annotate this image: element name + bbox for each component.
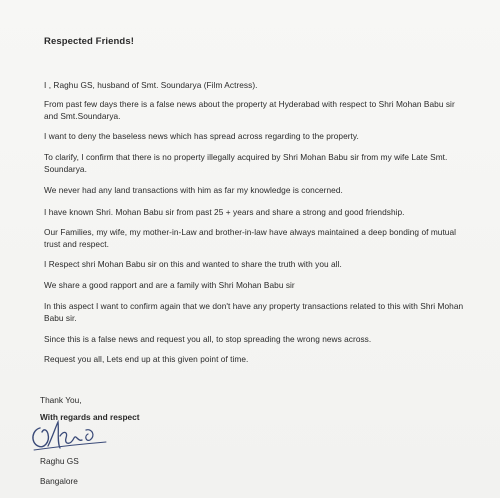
paragraph-friendship: I have known Shri. Mohan Babu sir from past 25 + years and share a strong and good friendship.	[44, 207, 405, 217]
paragraph-no-transactions: We never had any land transactions with him as far my knowledge is concerned.	[44, 185, 343, 195]
paragraph-families: Our Families, my wife, my mother-in-Law and brother-in-law have always maintained a deep bonding of mutual trust and respect.	[44, 227, 457, 249]
paragraph-deny: I want to deny the baseless news which has spread across regarding to the property.	[44, 131, 359, 141]
paragraph-false-news: From past few days there is a false news about the property at Hyderabad with respect to Shri Mohan Babu sir and Smt.Soundarya.	[44, 99, 455, 121]
closing-thanks: Thank You,	[40, 395, 82, 405]
paragraph-end: Request you all, Lets end up at this given point of time.	[44, 354, 249, 364]
paragraph-rapport: We share a good rapport and are a family with Shri Mohan Babu sir	[44, 280, 295, 290]
paragraph-confirm: In this aspect I want to confirm again that we don't have any property transactions related to this with Shri Mohan Babu sir.	[44, 301, 464, 323]
signer-name: Raghu GS	[40, 456, 79, 466]
paragraph-stop-spreading: Since this is a false news and request you all, to stop spreading the wrong news across.	[44, 334, 372, 344]
closing-regards: With regards and respect	[40, 412, 140, 422]
paragraph-clarify: To clarify, I confirm that there is no property illegally acquired by Shri Mohan Babu sir from my wife Late Smt. Soundarya.	[44, 152, 448, 174]
paragraph-intro: I , Raghu GS, husband of Smt. Soundarya (Film Actress).	[44, 80, 258, 90]
signer-place: Bangalore	[40, 476, 78, 486]
salutation: Respected Friends!	[44, 36, 134, 47]
paragraph-respect: I Respect shri Mohan Babu sir on this and wanted to share the truth with you all.	[44, 259, 342, 269]
handwritten-signature	[26, 416, 126, 460]
